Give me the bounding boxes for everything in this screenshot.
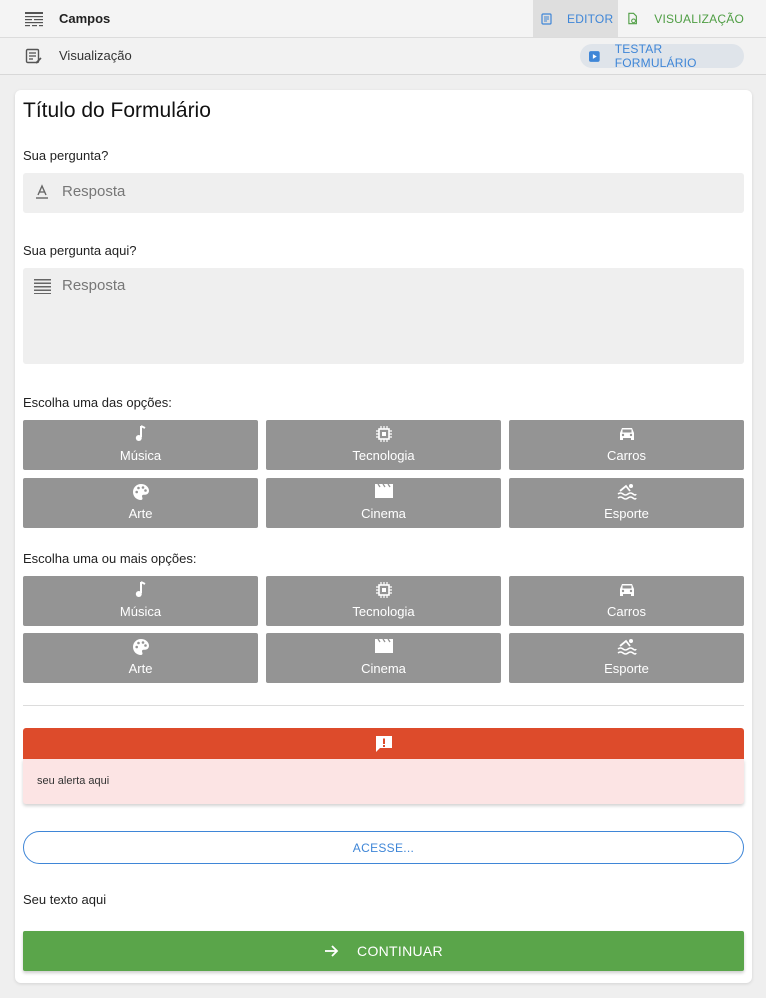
form-title: Título do Formulário: [23, 99, 211, 122]
palette-icon: [132, 483, 150, 501]
option-cinema[interactable]: [266, 478, 501, 528]
continue-button-label: CONTINUAR: [357, 943, 443, 959]
tab-editor-label: EDITOR: [567, 11, 614, 26]
fields-list-icon: [24, 11, 44, 27]
car-icon: [618, 581, 636, 597]
alert-body: [23, 759, 744, 804]
option-label: Esporte: [604, 661, 649, 676]
option-label: Cinema: [361, 661, 406, 676]
test-form-button[interactable]: [580, 44, 744, 68]
edit-note-icon: [25, 48, 42, 65]
single-choice-label: Escolha uma das opções:: [23, 395, 172, 410]
question-2-label: Sua pergunta aqui?: [23, 243, 137, 258]
chip-icon: [375, 581, 393, 599]
option-label: Esporte: [604, 506, 649, 521]
option-label: Arte: [128, 506, 153, 521]
tab-visualizacao-label: VISUALIZAÇÃO: [654, 11, 744, 26]
question-1-label: Sua pergunta?: [23, 148, 109, 163]
sub-bar: [0, 38, 766, 75]
edit-doc-icon: [541, 13, 553, 25]
option-label: Música: [119, 448, 162, 463]
multi-option-cinema[interactable]: [266, 633, 501, 683]
fields-title: Campos: [59, 11, 111, 26]
answer-input-long[interactable]: [23, 268, 744, 364]
option-musica[interactable]: [23, 420, 258, 470]
multi-option-musica[interactable]: [23, 576, 258, 626]
palette-icon: [132, 638, 150, 656]
text-format-icon: [34, 184, 50, 200]
option-tecnologia[interactable]: [266, 420, 501, 470]
multi-option-carros[interactable]: [509, 576, 744, 626]
continue-button[interactable]: [23, 931, 744, 971]
option-label: Carros: [606, 604, 646, 619]
option-label: Tecnologia: [352, 448, 415, 463]
option-label: Cinema: [361, 506, 406, 521]
page-title: Visualização: [59, 48, 132, 63]
doc-preview-icon: [627, 12, 638, 25]
free-text: Seu texto aqui: [23, 892, 107, 907]
music-note-icon: [135, 581, 147, 599]
multi-choice-label: Escolha uma ou mais opções:: [23, 551, 197, 566]
tab-editor[interactable]: [533, 0, 618, 37]
access-button[interactable]: [23, 831, 744, 864]
play-icon: [589, 51, 600, 62]
multi-option-tecnologia[interactable]: [266, 576, 501, 626]
chip-icon: [375, 425, 393, 443]
answer-placeholder: Resposta: [62, 183, 126, 200]
arrow-right-icon: [324, 944, 339, 958]
pool-icon: [617, 483, 637, 501]
option-arte[interactable]: [23, 478, 258, 528]
option-carros[interactable]: [509, 420, 744, 470]
access-button-label: ACESSE...: [352, 840, 415, 855]
option-label: Arte: [128, 661, 153, 676]
music-note-icon: [135, 425, 147, 443]
tab-visualizacao[interactable]: [618, 0, 744, 37]
option-label: Tecnologia: [352, 604, 415, 619]
answer-input-short[interactable]: [23, 173, 744, 213]
alert-header: [23, 728, 744, 759]
test-form-label: TESTAR FORMULÁRIO: [614, 42, 697, 70]
top-bar: [0, 0, 766, 38]
option-label: Música: [119, 604, 162, 619]
multi-option-esporte[interactable]: [509, 633, 744, 683]
multi-option-arte[interactable]: [23, 633, 258, 683]
long-text-icon: [34, 278, 51, 294]
alert-icon: [374, 734, 394, 754]
car-icon: [618, 425, 636, 441]
option-label: Carros: [606, 448, 646, 463]
alert-text: seu alerta aqui: [37, 775, 110, 787]
pool-icon: [617, 638, 637, 656]
answer-placeholder: Resposta: [62, 277, 126, 294]
movie-icon: [374, 483, 394, 499]
divider: [23, 705, 744, 706]
option-esporte[interactable]: [509, 478, 744, 528]
movie-icon: [374, 638, 394, 654]
